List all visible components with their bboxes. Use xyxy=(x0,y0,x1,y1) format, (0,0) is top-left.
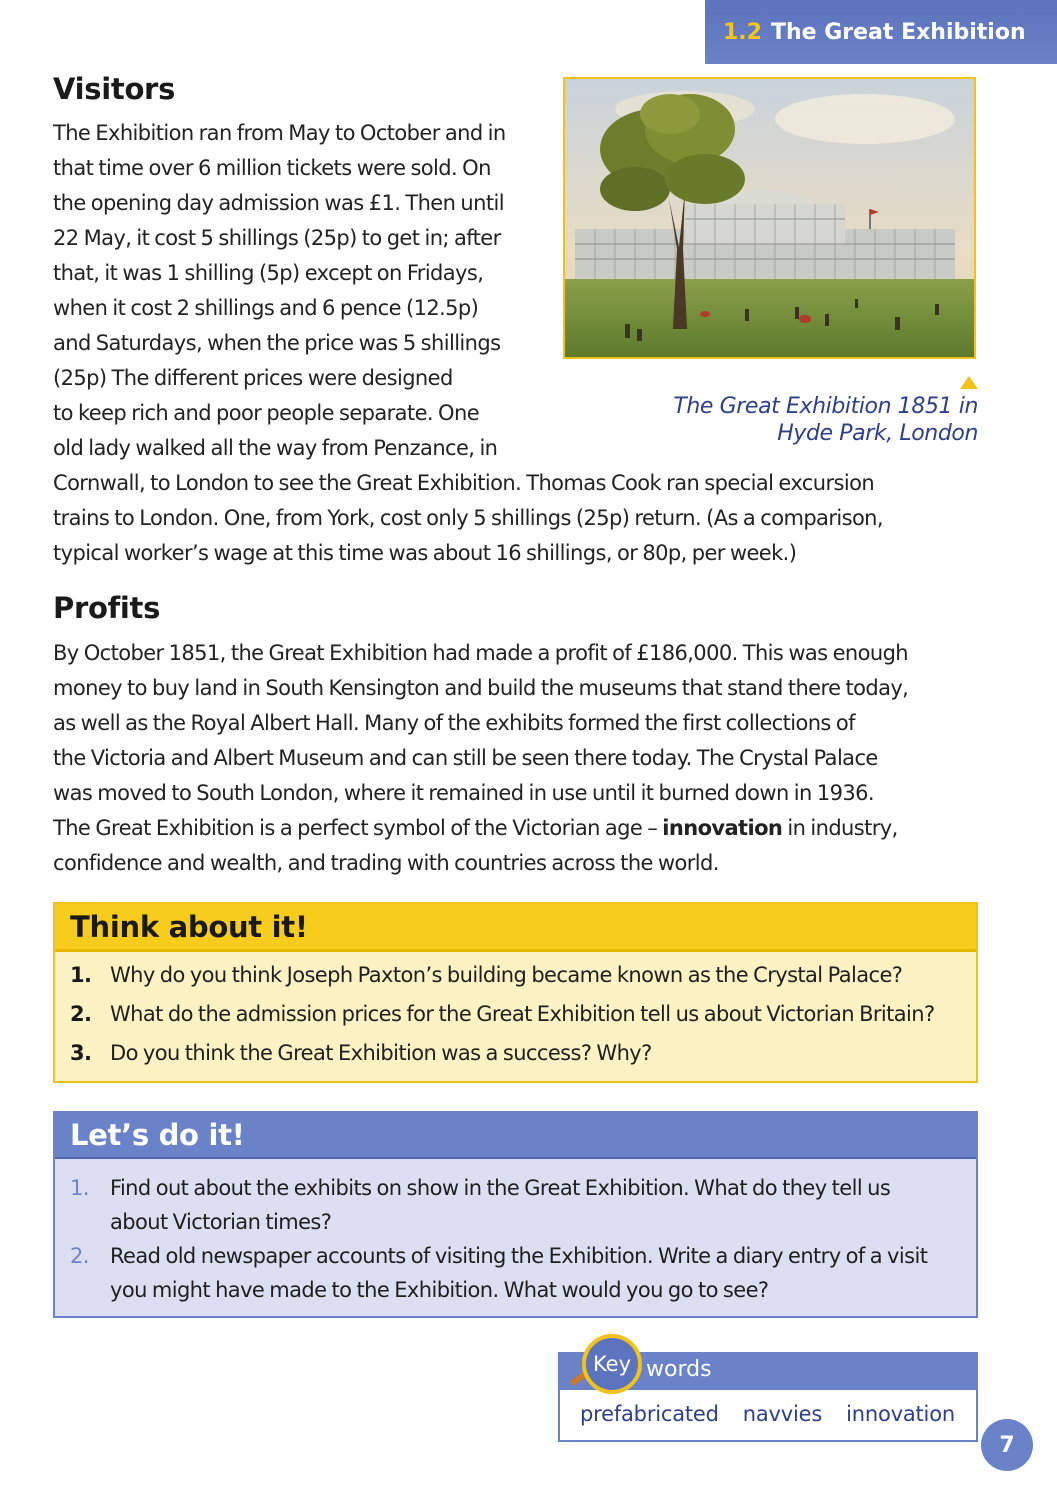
think-about-it-title: Think about it! xyxy=(55,904,976,952)
text-line: money to buy land in South Kensington and build the museums that stand there today, xyxy=(53,676,909,700)
text-line: that time over 6 million tickets were sold. On xyxy=(53,156,491,180)
key-term: prefabricated xyxy=(580,1402,719,1426)
item-text: Find out about the exhibits on show in the Great Exhibition. What do they tell us xyxy=(110,1176,891,1200)
key-words-box xyxy=(558,1352,978,1442)
item-text: about Victorian times? xyxy=(110,1210,332,1234)
text-line xyxy=(53,811,908,846)
words-label: words xyxy=(646,1357,712,1382)
caption-line: Hyde Park, London xyxy=(777,421,978,446)
item-number: 3. xyxy=(70,1041,92,1065)
list-item xyxy=(55,956,976,995)
visitors-heading: Visitors xyxy=(53,72,176,106)
list-item xyxy=(55,995,976,1034)
item-text: Why do you think Joseph Paxton’s building became known as the Crystal Palace? xyxy=(110,963,903,987)
text-line: the opening day admission was £1. Then until xyxy=(53,191,504,215)
section-number: 1.2 xyxy=(723,19,762,45)
caption-pointer-icon xyxy=(960,376,978,389)
keyword-innovation: innovation xyxy=(662,816,783,840)
item-text: Do you think the Great Exhibition was a success? Why? xyxy=(110,1041,652,1065)
text-line: (25p) The different prices were designed xyxy=(53,366,453,390)
text-line: old lady walked all the way from Penzance, in xyxy=(53,436,498,460)
item-text: Read old newspaper accounts of visiting the Exhibition. Write a diary entry of a visit xyxy=(110,1244,928,1268)
text-line: By October 1851, the Great Exhibition had made a profit of £186,000. This was enough xyxy=(53,641,909,665)
profits-paragraph xyxy=(53,636,908,881)
section-title: The Great Exhibition xyxy=(770,19,1026,45)
item-text: you might have made to the Exhibition. What would you go to see? xyxy=(110,1278,769,1302)
crystal-palace-painting xyxy=(565,79,974,357)
text-line: and Saturdays, when the price was 5 shillings xyxy=(53,331,501,355)
text-line: the Victoria and Albert Museum and can still be seen there today. The Crystal Palace xyxy=(53,746,878,770)
text-line: that, it was 1 shilling (5p) except on Fridays, xyxy=(53,261,484,285)
key-term: innovation xyxy=(846,1402,955,1426)
item-number: 2. xyxy=(70,1002,92,1026)
key-words-terms xyxy=(560,1402,976,1426)
item-number: 1. xyxy=(70,963,92,987)
text-fragment: in industry, xyxy=(782,816,898,840)
lets-tasks-list xyxy=(55,1171,976,1307)
lets-do-it-title: Let’s do it! xyxy=(55,1113,976,1159)
think-questions-list xyxy=(55,956,976,1073)
crystal-palace-illustration xyxy=(563,77,976,359)
section-header-tab xyxy=(705,0,1057,64)
text-line: as well as the Royal Albert Hall. Many of the exhibits formed the first collections of xyxy=(53,711,855,735)
text-line: 22 May, it cost 5 shillings (25p) to get in; after xyxy=(53,226,501,250)
item-number: 2. xyxy=(70,1244,89,1268)
text-line: was moved to South London, where it remained in use until it burned down in 1936. xyxy=(53,781,874,805)
profits-heading: Profits xyxy=(53,591,161,625)
text-line: confidence and wealth, and trading with countries across the world. xyxy=(53,851,719,875)
item-number: 1. xyxy=(70,1176,89,1200)
text-line: trains to London. One, from York, cost only 5 shillings (25p) return. (As a comparison, xyxy=(53,506,883,530)
text-line: Cornwall, to London to see the Great Exhibition. Thomas Cook ran special excursion xyxy=(53,471,875,495)
list-item xyxy=(55,1239,976,1307)
text-line: typical worker’s wage at this time was about 16 shillings, or 80p, per week.) xyxy=(53,541,797,565)
text-line: when it cost 2 shillings and 6 pence (12.5p) xyxy=(53,296,479,320)
text-line: to keep rich and poor people separate. One xyxy=(53,401,480,425)
magnifier-icon xyxy=(582,1334,642,1394)
key-term: navvies xyxy=(742,1402,823,1426)
image-caption xyxy=(673,393,978,447)
list-item xyxy=(55,1034,976,1073)
list-item xyxy=(55,1171,976,1239)
page-number: 7 xyxy=(981,1419,1033,1471)
caption-line: The Great Exhibition 1851 in xyxy=(673,394,978,419)
text-fragment: The Great Exhibition is a perfect symbol of the Victorian age – xyxy=(53,816,663,840)
text-line: The Exhibition ran from May to October and in xyxy=(53,121,506,145)
item-text: What do the admission prices for the Great Exhibition tell us about Victorian Britain? xyxy=(110,1002,935,1026)
key-label: Key xyxy=(592,1352,632,1376)
lets-do-it-box xyxy=(53,1111,978,1318)
think-about-it-box xyxy=(53,902,978,1083)
